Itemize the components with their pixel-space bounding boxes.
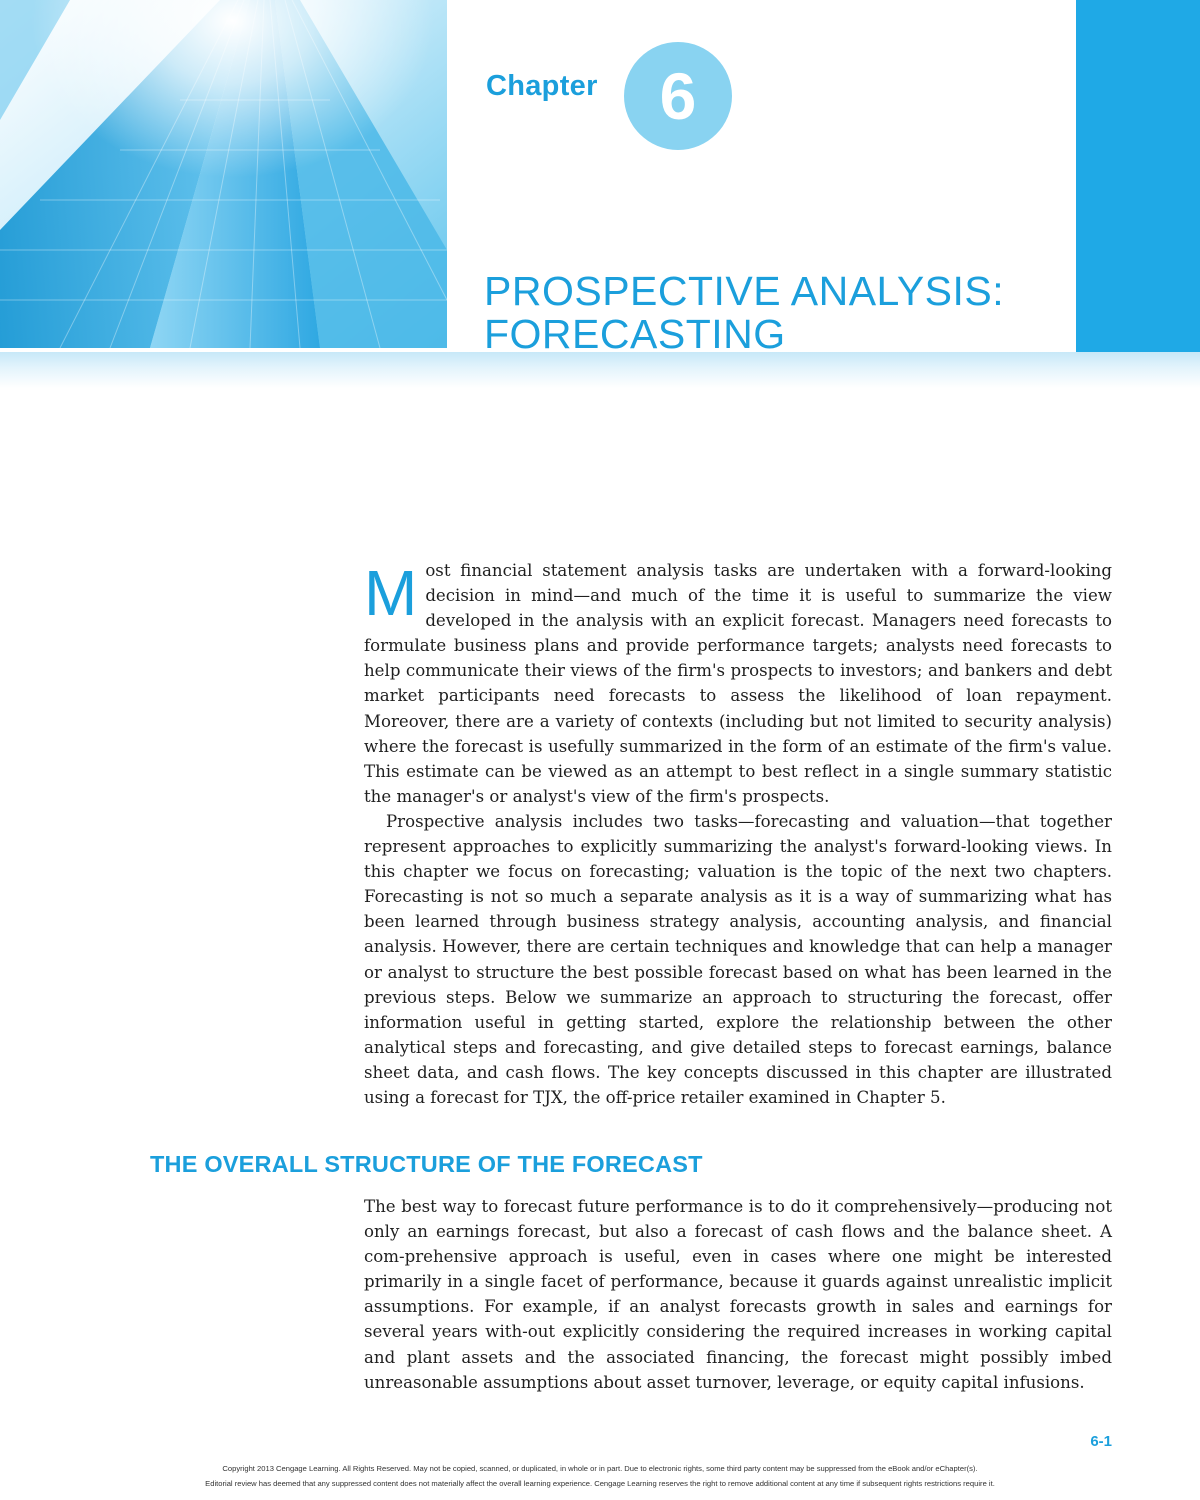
section-text xyxy=(364,1194,1112,1395)
copyright-line-1: Copyright 2013 Cengage Learning. All Rights Reserved. May not be copied, scanned, or duplicated, in whole or in part. Due to electronic rights, some third party content may be suppressed from the eBook and/or eChapter(s). xyxy=(222,1464,978,1473)
section-paragraph: The best way to forecast future performance is to do it comprehensively—producing not only an earnings forecast, but also a forecast of cash flows and the balance sheet. A com-prehensive approach is useful, even in cases where one might be interested primarily in a single facet of performance, because it guards against unrealistic implicit assumptions. For example, if an analyst forecasts growth in sales and earnings for several years with-out explicitly considering the required increases in working capital and plant assets and the associated financing, the forecast might possibly imbed unreasonable assumptions about asset turnover, leverage, or equity capital infusions. xyxy=(364,1197,1112,1392)
chapter-number: 6 xyxy=(659,59,697,133)
header-divider xyxy=(0,352,1200,388)
intro-text xyxy=(364,558,1112,1110)
drop-cap: M xyxy=(364,557,418,629)
section-heading: THE OVERALL STRUCTURE OF THE FORECAST xyxy=(150,1151,703,1177)
chapter-label: Chapter xyxy=(486,70,598,102)
intro-paragraph-2: Prospective analysis includes two tasks—forecasting and valuation—that together represent approaches to explicitly summarizing the analyst's forward-looking views. In this chapter we focus on forecasting; valuation is the topic of the next two chapters. Forecasting is not so much a separate analysis as it is a way of summarizing what has been learned through business strategy analysis, accounting analysis, and financial analysis. However, there are certain techniques and knowledge that can help a manager or analyst to structure the best possible forecast based on what has been learned in the previous steps. Below we summarize an approach to structuring the forecast, offer information useful in getting started, explore the relationship between the other analytical steps and forecasting, and give detailed steps to forecast earnings, balance sheet data, and cash flows. The key concepts discussed in this chapter are illustrated using a forecast for TJX, the off-price retailer examined in Chapter 5. xyxy=(364,811,1112,1107)
header-photo xyxy=(0,0,447,348)
chapter-title-line-2: FORECASTING xyxy=(484,311,786,357)
chapter-title xyxy=(484,270,1064,356)
chapter-number-badge xyxy=(624,42,732,150)
skyscraper-photo-icon xyxy=(0,0,447,348)
chapter-side-bar xyxy=(1076,0,1200,352)
intro-paragraph-1-text: ost financial statement analysis tasks are undertaken with a forward-looking decision in mind—and much of the time it is useful to summarize the view developed in the analysis with an explicit forecast. Managers need forecasts to formulate business plans and provide performance targets; analysts need forecasts to help communicate their views of the firm's prospects to investors; and bankers and debt market participants need forecasts to assess the likelihood of loan repayment. Moreover, there are a variety of contexts (including but not limited to security analysis) where the forecast is usefully summarized in the form of an estimate of the firm's value. This estimate can be viewed as an attempt to best reflect in a single summary statistic the manager's or analyst's view of the firm's prospects. xyxy=(364,561,1112,806)
intro-paragraph-1 xyxy=(364,558,1112,809)
chapter-title-line-1: PROSPECTIVE ANALYSIS: xyxy=(484,268,1005,314)
page-number: 6-1 xyxy=(1090,1433,1112,1450)
copyright-line-2: Editorial review has deemed that any suppressed content does not materially affect the overall learning experience. Cengage Learning reserves the right to remove additional content at any time if subsequent rights restrictions require it. xyxy=(205,1479,995,1488)
